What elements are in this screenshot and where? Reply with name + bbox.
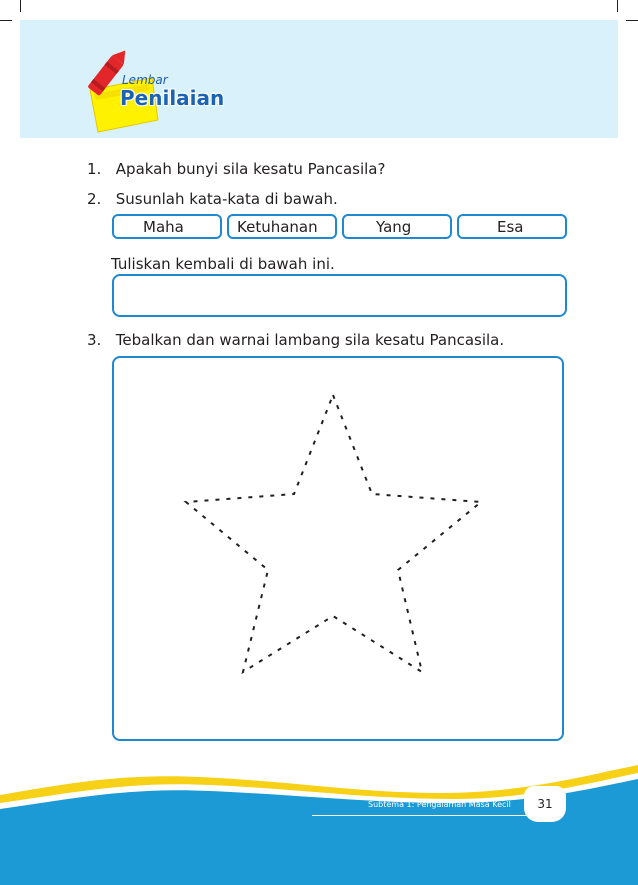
word-label: Esa bbox=[497, 218, 524, 236]
question-number: 1. bbox=[87, 160, 102, 178]
rewrite-instruction: Tuliskan kembali di bawah ini. bbox=[111, 255, 335, 273]
question-number: 2. bbox=[87, 190, 102, 208]
question-text: Apakah bunyi sila kesatu Pancasila? bbox=[115, 160, 386, 178]
footer-subtheme: Subtema 1: Pengalaman Masa Kecil bbox=[368, 800, 511, 809]
word-label: Yang bbox=[376, 218, 412, 236]
word-label: Ketuhanan bbox=[237, 218, 318, 236]
footer-divider bbox=[312, 815, 526, 816]
logo-title-text: Penilaian bbox=[120, 86, 225, 110]
logo-small-text: Lembar bbox=[122, 73, 168, 87]
word-label: Maha bbox=[143, 218, 184, 236]
dotted-star-icon bbox=[186, 395, 481, 672]
question-text: Susunlah kata-kata di bawah. bbox=[115, 190, 338, 208]
question-number: 3. bbox=[87, 331, 102, 349]
page-number: 31 bbox=[524, 786, 566, 822]
question-text: Tebalkan dan warnai lambang sila kesatu Pancasila. bbox=[115, 331, 505, 349]
